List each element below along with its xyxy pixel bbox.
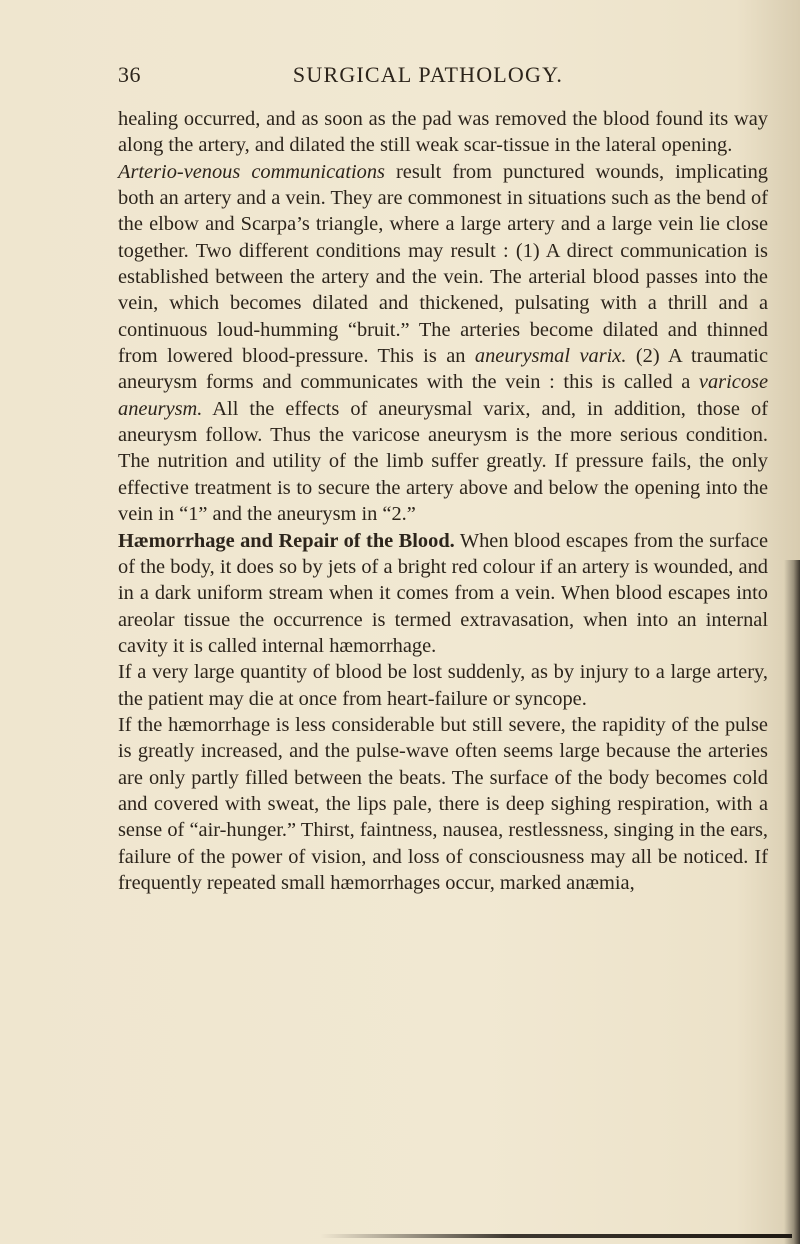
paragraph bbox=[118, 712, 768, 896]
italic-text: Arterio-venous communications bbox=[118, 160, 385, 183]
text-run: When blood escapes from the surface of the body, it does so by jets of a bright red colour if an artery is wounded, and in a dark uniform stream when it comes from a vein. When blood escapes into areolar tissue the occurrence is termed extravasation, when into an internal cavity it is called internal hæmorrhage. bbox=[118, 529, 768, 657]
page-header bbox=[118, 62, 768, 96]
text-run: (2) A traumatic aneurysm forms and communicates with the vein : this is called a bbox=[118, 345, 768, 394]
text-run: healing occurred, and as soon as the pad was removed the blood found its way along the artery, and dilated the still weak scar-tissue in the lateral opening. bbox=[118, 108, 768, 157]
running-title: SURGICAL PATHOLOGY. bbox=[292, 62, 564, 87]
text-run: All the effects of aneurysmal varix, and, in addition, those of aneurysm follow. Thus the varicose aneurysm is the more serious condition. The nutrition and utility of the limb suffer greatly. If pressure fails, the only effective treatment is to secure the artery above and below the opening into the vein in “1” and the aneurysm in “2.” bbox=[118, 397, 768, 526]
bold-text: Hæmorrhage and Repair of the Blood. bbox=[118, 529, 455, 552]
italic-text: aneurysmal varix. bbox=[474, 345, 627, 368]
text-run: If the hæmorrhage is less considerable but still severe, the rapidity of the pulse is greatly increased, and the pulse-wave often seems large because the arteries are only partly filled between the beats. The surface of the body becomes cold and covered with sweat, the lips pale, there is deep sighing respiration, with a sense of “air-hunger.” Thirst, faintness, nausea, restlessness, singing in the ears, failure of the power of vision, and loss of consciousness may all be noticed. If frequently repeated small hæmorrhages occur, marked anæmia, bbox=[118, 713, 768, 894]
paragraph bbox=[118, 159, 768, 528]
page-bottom-edge bbox=[320, 1234, 792, 1238]
page-number: 36 bbox=[118, 62, 141, 87]
paragraph bbox=[118, 528, 768, 660]
italic-text: varicose aneurysm. bbox=[118, 371, 768, 420]
text-run: If a very large quantity of blood be lost suddenly, as by injury to a large artery, the patient may die at once from heart-failure or syncope. bbox=[118, 661, 768, 710]
page-edge-shadow bbox=[784, 560, 800, 1244]
paragraph bbox=[118, 659, 768, 712]
text-run: result from punctured wounds, implicating both an artery and a vein. They are commonest in situations such as the bend of the elbow and Scarpa’s triangle, where a large artery and a large vein lie close together. Two different conditions may result : (1) A direct communication is established between the artery and the vein. The arterial blood passes into the vein, which becomes dilated and thickened, pulsating with a thrill and a continuous loud-humming “bruit.” The arteries become dilated and thinned from lowered blood-pressure. This is an bbox=[118, 160, 768, 368]
body-text bbox=[118, 106, 768, 896]
paragraph bbox=[118, 106, 768, 159]
